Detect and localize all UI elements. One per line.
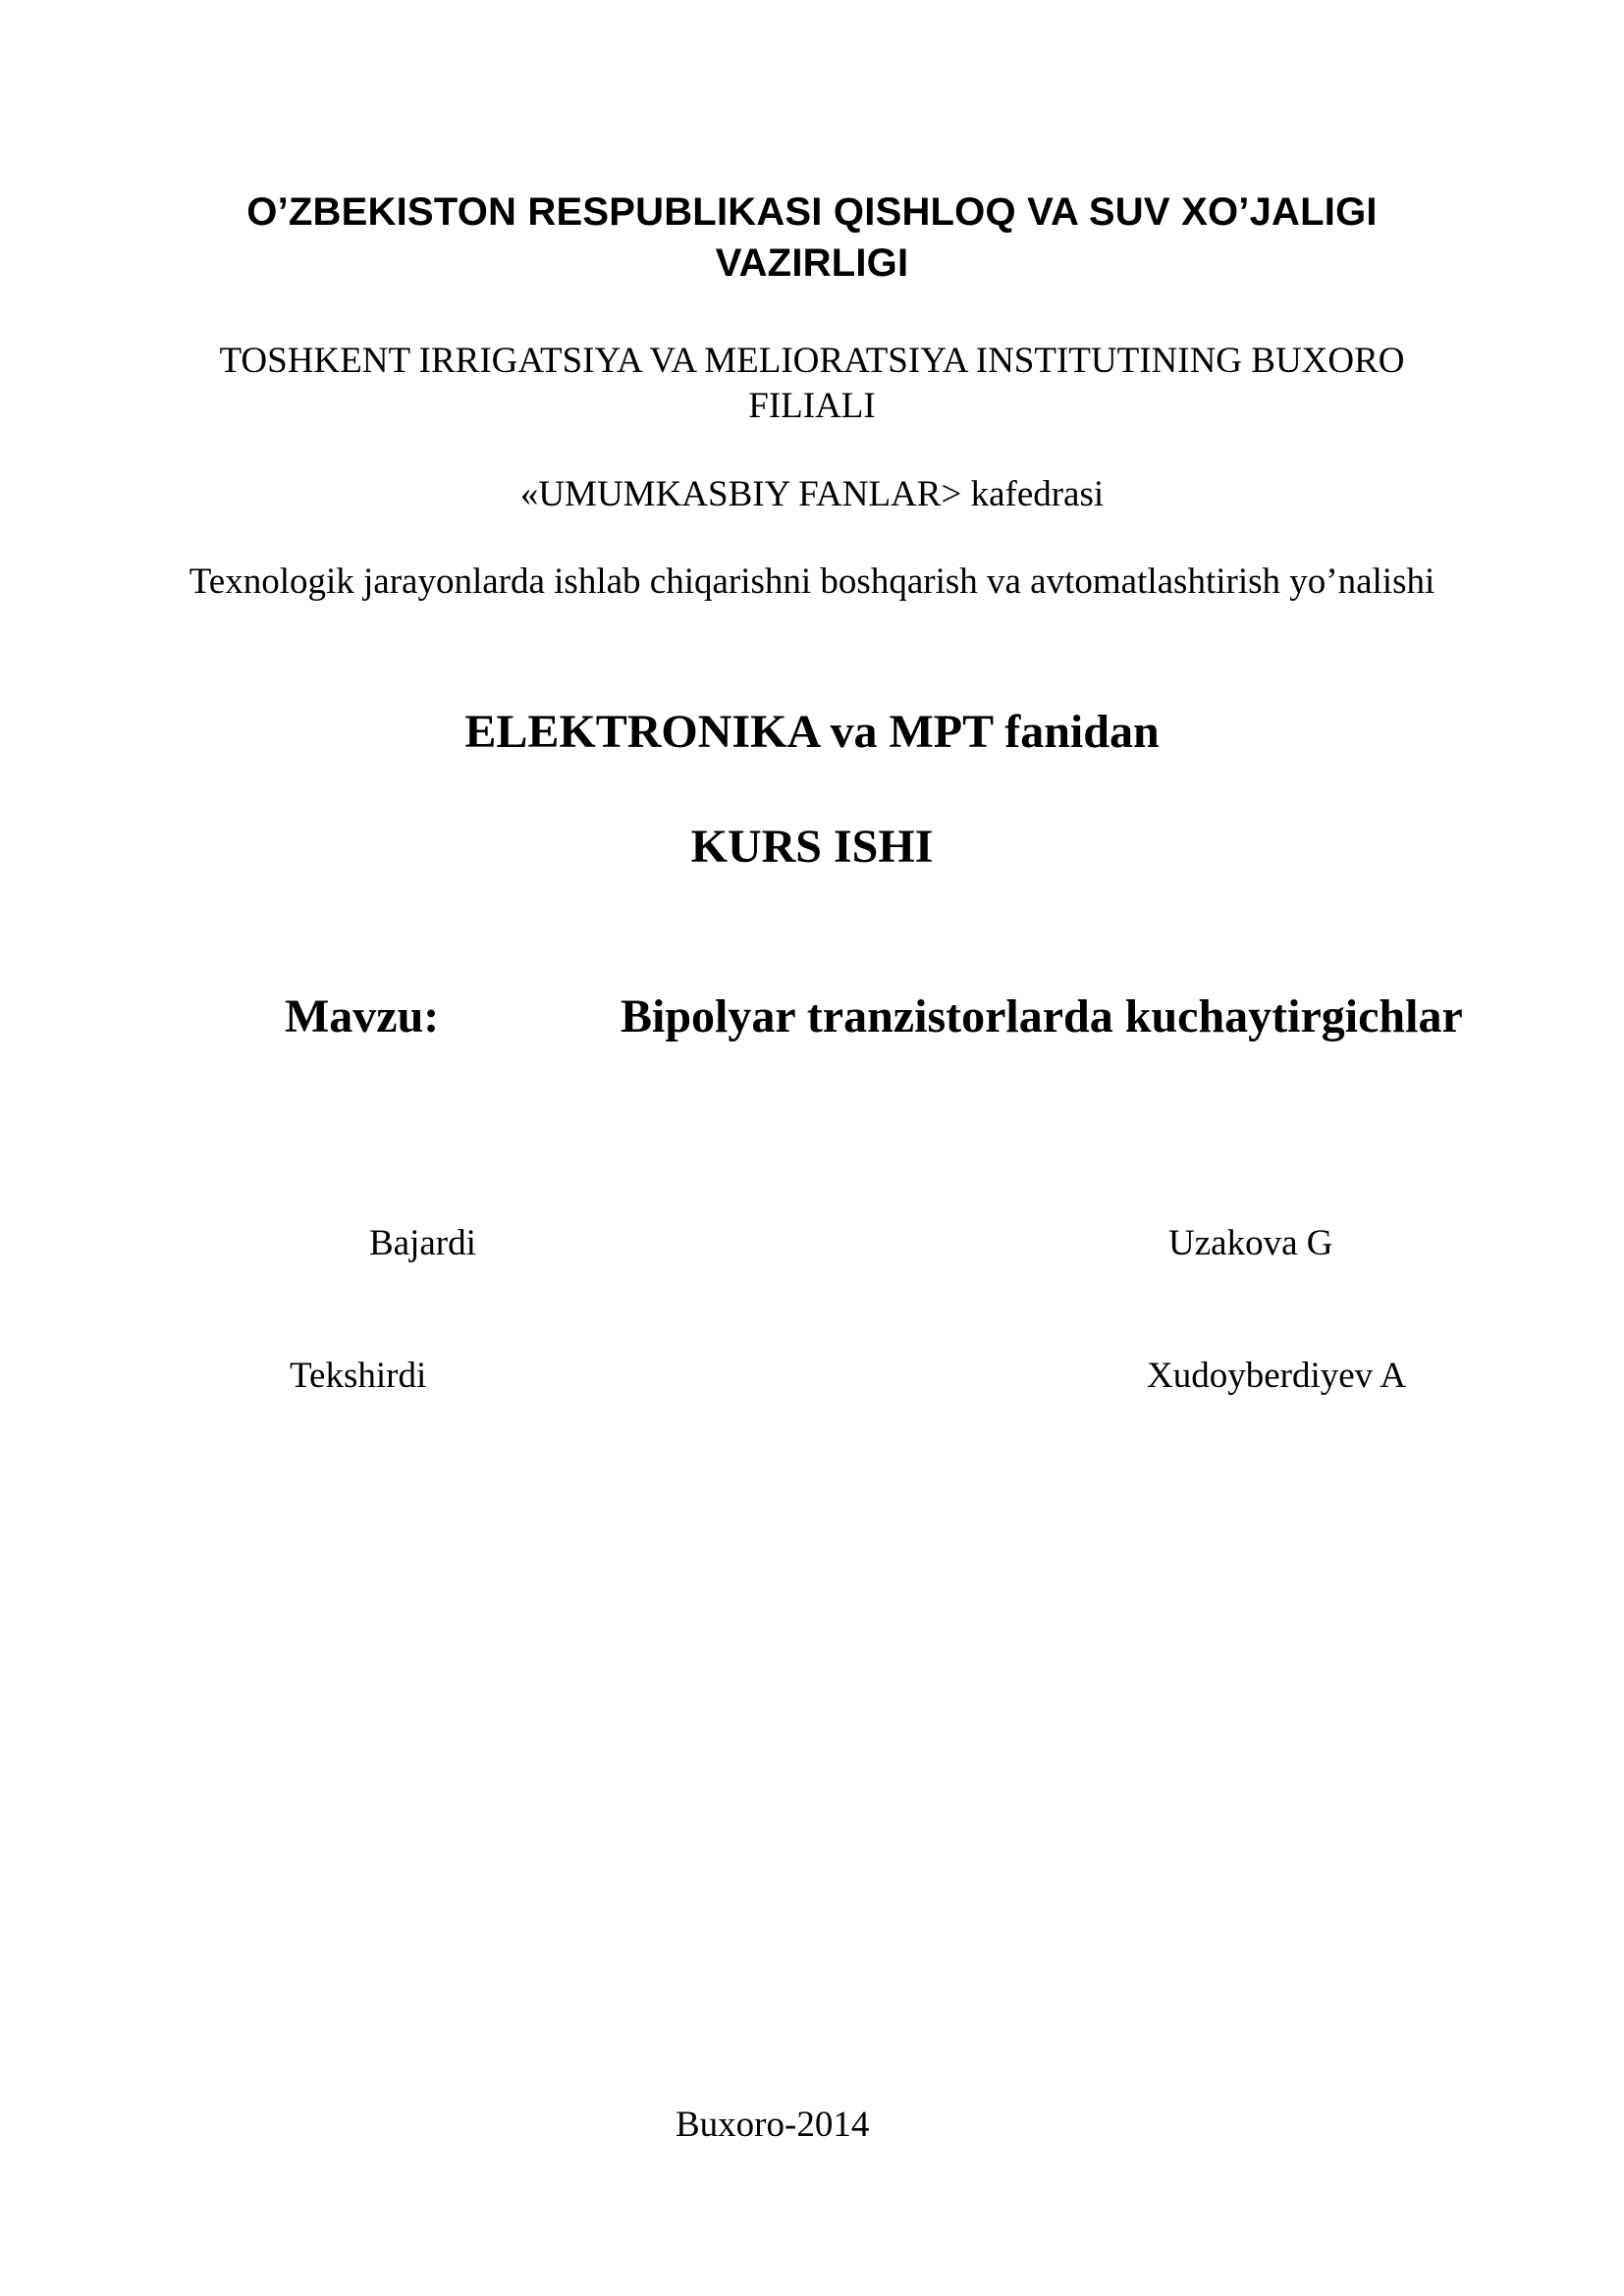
ministry-heading-line2: VAZIRLIGI: [715, 241, 909, 285]
study-direction: Texnologik jarayonlarda ishlab chiqarishni boshqarish va avtomatlashtirish yo’nalishi: [189, 561, 1435, 602]
institute-name-line1: TOSHKENT IRRIGATSIYA VA MELIORATSIYA INSTITUTINING BUXORO: [219, 341, 1405, 381]
ministry-heading-line1: O’ZBEKISTON RESPUBLIKASI QISHLOQ VA SUV XO’JALIGI: [246, 190, 1378, 234]
work-type-title: KURS ISHI: [690, 821, 934, 873]
topic-label: Mavzu:: [285, 990, 440, 1042]
done-by-name: Uzakova G: [1168, 1223, 1333, 1263]
institute-name-line2: FILIALI: [748, 386, 876, 426]
topic-value: Bipolyar tranzistorlarda kuchaytirgichlar: [621, 990, 1463, 1042]
institute-name: [0, 339, 1624, 429]
ministry-heading: [0, 187, 1624, 289]
place-and-year: Buxoro-2014: [676, 2105, 870, 2145]
checked-by-label: Tekshirdi: [290, 1356, 427, 1396]
subject-title: ELEKTRONIKA va MPT fanidan: [464, 706, 1160, 758]
checked-by-name: Xudoyberdiyev A: [1147, 1356, 1407, 1396]
done-by-label: Bajardi: [369, 1223, 476, 1263]
department-name: «UMUMKASBIY FANLAR> kafedrasi: [519, 474, 1105, 514]
